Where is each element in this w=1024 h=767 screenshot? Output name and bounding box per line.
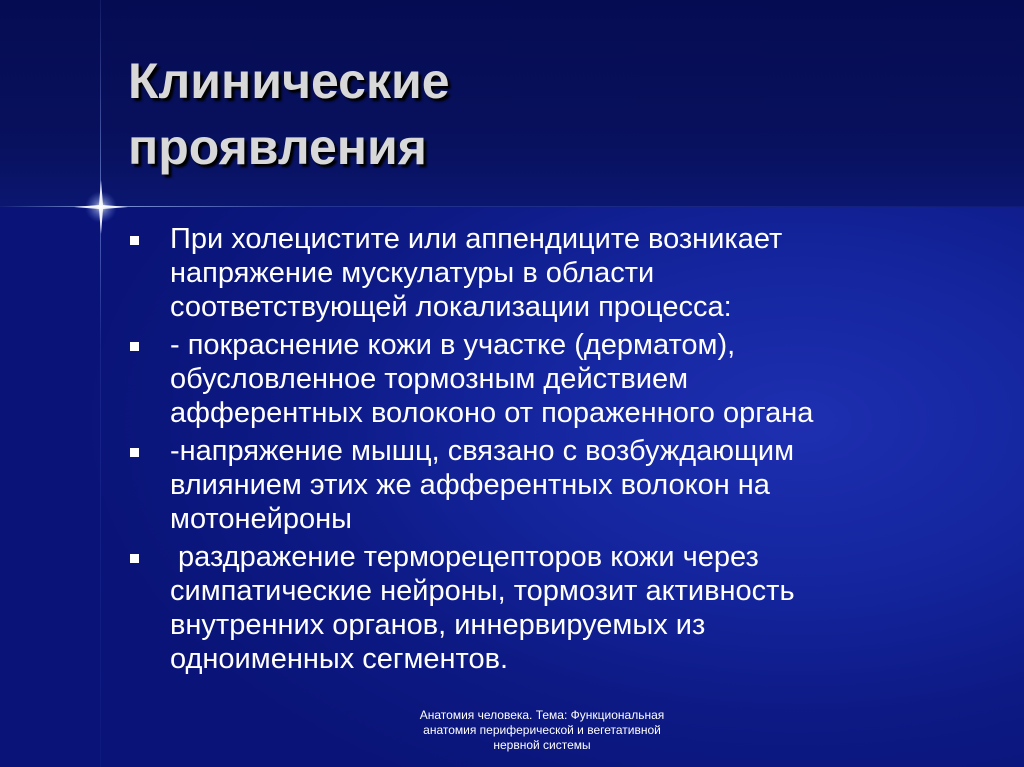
- bullet-line: внутренних органов, иннервируемых из: [170, 609, 706, 641]
- footer-line: Анатомия человека. Тема: Функциональная: [419, 708, 665, 722]
- bullet-text: [170, 434, 948, 536]
- bullet-text: [170, 328, 948, 430]
- bullet-line: симпатические нейроны, тормозит активность: [170, 575, 795, 607]
- square-bullet-icon: [130, 342, 139, 351]
- bullet-line: При холецистите или аппендиците возникает: [170, 223, 783, 255]
- slide-title-line-2: проявления: [128, 119, 427, 175]
- bullet-item: [128, 434, 948, 536]
- square-bullet-icon: [130, 448, 139, 457]
- bullet-line: раздражение терморецепторов кожи через: [170, 541, 759, 573]
- bullet-item: [128, 328, 948, 430]
- bullet-line: - покраснение кожи в участке (дерматом),: [170, 329, 736, 361]
- bullet-line: напряжение мускулатуры в области: [170, 257, 655, 289]
- slide-title-line-1: Клинические: [128, 53, 450, 109]
- bullet-line: обусловленное тормозным действием: [170, 363, 689, 395]
- footer-line: нервной системы: [493, 738, 591, 752]
- decorative-vertical-line: [100, 0, 101, 767]
- square-bullet-icon: [130, 554, 139, 563]
- bullet-line: мотонейроны: [170, 503, 352, 535]
- bullet-line: влиянием этих же афферентных волокон на: [170, 469, 770, 501]
- bullet-line: афферентных волоконо от пораженного органа: [170, 397, 814, 429]
- bullet-item: [128, 222, 948, 324]
- bullet-text: [170, 540, 948, 676]
- slide-title: [128, 48, 928, 180]
- slide-footer: [382, 708, 702, 753]
- bullet-line: -напряжение мышц, связано с возбуждающим: [170, 435, 795, 467]
- square-bullet-icon: [130, 236, 139, 245]
- bullet-line: одноименных сегментов.: [170, 643, 509, 675]
- bullet-line: соответствующей локализации процесса:: [170, 291, 732, 323]
- bullet-item: [128, 540, 948, 676]
- decorative-horizontal-line: [0, 206, 1024, 207]
- bullet-list: [128, 222, 948, 680]
- footer-line: анатомия периферической и вегетативной: [423, 723, 661, 737]
- bullet-text: [170, 222, 948, 324]
